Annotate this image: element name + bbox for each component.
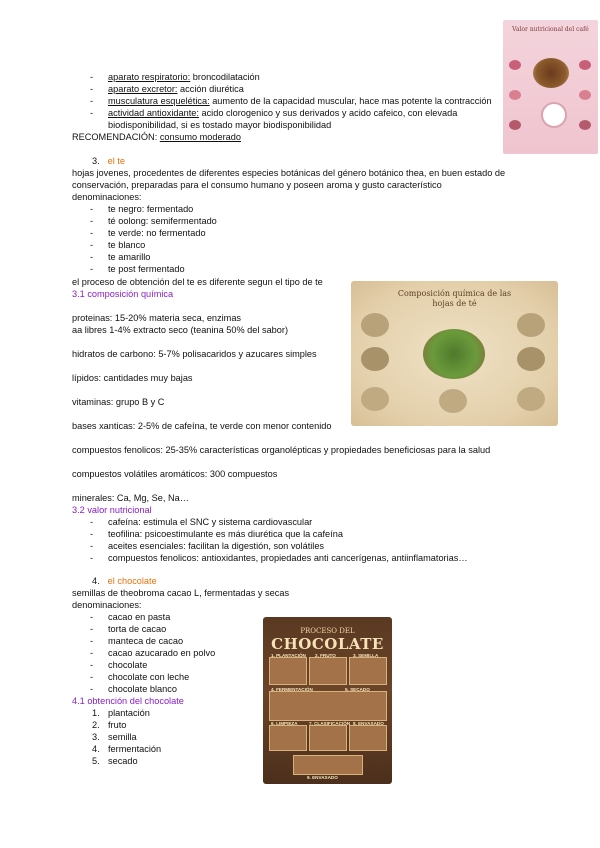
- composition-line: lípidos: cantidades muy bajas: [72, 373, 193, 383]
- recommendation-value: consumo moderado: [159, 132, 242, 142]
- list-dash: -: [90, 252, 94, 262]
- list-dash: -: [90, 517, 94, 527]
- process-panel: [309, 657, 347, 685]
- list-item: manteca de cacao: [108, 636, 184, 646]
- list-dash: -: [90, 541, 94, 551]
- list-item: te amarillo: [108, 252, 151, 262]
- list-item-label: aparato respiratorio:: [108, 72, 191, 82]
- section-heading: [92, 575, 157, 587]
- section-title: el te: [107, 156, 126, 166]
- list-item: [108, 83, 244, 95]
- step-number: 1.: [92, 708, 100, 718]
- image-title: Valor nutricional del café: [512, 26, 589, 33]
- list-dash: -: [90, 612, 94, 622]
- decor-dot: [579, 60, 591, 70]
- decor-dot: [517, 387, 545, 411]
- list-item: te negro: fermentado: [108, 204, 194, 214]
- process-panel: [309, 725, 347, 751]
- list-item: cacao en pasta: [108, 612, 171, 622]
- image-title-line: CHOCOLATE: [271, 635, 384, 653]
- process-panel: [293, 755, 363, 775]
- decor-dot: [517, 347, 545, 371]
- list-item: te verde: no fermentado: [108, 228, 206, 238]
- decor-dot: [509, 90, 521, 100]
- list-item: chocolate blanco: [108, 684, 177, 694]
- composition-line: hidratos de carbono: 5-7% polisacaridos y azucares simples: [72, 349, 317, 359]
- list-dash: -: [90, 96, 94, 106]
- list-item: chocolate con leche: [108, 672, 190, 682]
- step-label: fruto: [108, 720, 127, 730]
- list-dash: -: [90, 216, 94, 226]
- list-item: [108, 71, 260, 83]
- list-dash: -: [90, 228, 94, 238]
- process-label: 3. SEMILLA: [353, 653, 379, 658]
- list-item-continuation: biodisponibilidad, si es tostado mayor biodisponibilidad: [108, 120, 332, 130]
- section-number: 4.: [92, 576, 100, 586]
- list-item-text: broncodilatación: [190, 72, 260, 82]
- decor-dot: [361, 347, 389, 371]
- process-label: 2. FRUTO: [315, 653, 336, 658]
- coffee-beans-illustration: [533, 58, 569, 88]
- paragraph: el proceso de obtención del te es diferente segun el tipo de te: [72, 277, 323, 287]
- process-panel: [269, 657, 307, 685]
- list-item: cacao azucarado en polvo: [108, 648, 216, 658]
- composition-line: compuestos volátiles aromáticos: 300 compuestos: [72, 469, 278, 479]
- list-item-label: actividad antioxidante:: [108, 108, 199, 118]
- list-dash: -: [90, 672, 94, 682]
- composition-line: bases xanticas: 2-5% de cafeína, te verde con menor contenido: [72, 421, 332, 431]
- process-label: 5. SECADO: [345, 687, 370, 692]
- coffee-cup-illustration: [541, 102, 567, 128]
- composition-line: vitaminas: grupo B y C: [72, 397, 165, 407]
- list-dash: -: [90, 529, 94, 539]
- image-title-line: hojas de té: [432, 299, 477, 308]
- composition-line: minerales: Ca, Mg, Se, Na…: [72, 493, 189, 503]
- image-title: [351, 289, 558, 309]
- list-dash: -: [90, 553, 94, 563]
- list-item: te blanco: [108, 240, 146, 250]
- list-item-label: aparato excretor:: [108, 84, 178, 94]
- step-label: plantación: [108, 708, 150, 718]
- composition-line: proteinas: 15-20% materia seca, enzimas: [72, 313, 242, 323]
- list-dash: -: [90, 84, 94, 94]
- list-item: [108, 107, 457, 119]
- list-dash: -: [90, 204, 94, 214]
- list-item-label: musculatura esquelética:: [108, 96, 210, 106]
- step-number: 2.: [92, 720, 100, 730]
- paragraph: denominaciones:: [72, 192, 142, 202]
- process-label: 9. ENVASADO: [307, 775, 338, 780]
- image-title-line: Composición química de las: [397, 289, 512, 298]
- list-dash: -: [90, 648, 94, 658]
- subsection-title: 4.1 obtención del chocolate: [72, 696, 184, 706]
- list-item: te post fermentado: [108, 264, 185, 274]
- list-item: chocolate: [108, 660, 148, 670]
- paragraph: conservación, preparadas para el consumo humano y poseen aroma y gusto característico: [72, 180, 442, 190]
- coffee-nutrition-image: [503, 20, 598, 154]
- list-dash: -: [90, 624, 94, 634]
- composition-line: aa libres 1-4% extracto seco (teanina 50% del sabor): [72, 325, 289, 335]
- paragraph: denominaciones:: [72, 600, 142, 610]
- decor-dot: [579, 120, 591, 130]
- step-label: semilla: [108, 732, 137, 742]
- process-label: 8. ENVASADO: [353, 721, 384, 726]
- composition-line: compuestos fenolicos: 25-35% características organolépticas y propiedades beneficiosas para la salud: [72, 445, 491, 455]
- list-dash: -: [90, 636, 94, 646]
- list-dash: -: [90, 264, 94, 274]
- decor-dot: [579, 90, 591, 100]
- subsection-title: 3.2 valor nutricional: [72, 505, 152, 515]
- process-panel: [269, 725, 307, 751]
- list-item: teofilina: psicoestimulante es más diurética que la cafeína: [108, 529, 343, 539]
- image-title-line: PROCESO DEL: [300, 627, 355, 635]
- decor-dot: [509, 60, 521, 70]
- tea-composition-image: [351, 281, 558, 426]
- list-item-text: acción diurética: [177, 84, 244, 94]
- list-item: té oolong: semifermentado: [108, 216, 217, 226]
- process-label: 1. PLANTACIÓN: [271, 653, 306, 658]
- list-dash: -: [90, 72, 94, 82]
- process-label: 6. LIMPIEZA: [271, 721, 298, 726]
- tea-leaves-bowl-illustration: [423, 329, 485, 379]
- process-panel: [349, 725, 387, 751]
- section-number: 3.: [92, 156, 100, 166]
- step-number: 3.: [92, 732, 100, 742]
- process-panel: [349, 657, 387, 685]
- list-item: [108, 95, 492, 107]
- section-title: el chocolate: [107, 576, 157, 586]
- step-number: 5.: [92, 756, 100, 766]
- step-number: 4.: [92, 744, 100, 754]
- list-item: torta de cacao: [108, 624, 167, 634]
- list-item-text: acido clorogenico y sus derivados y acido cafeico, con elevada: [198, 108, 458, 118]
- list-item-text: aumento de la capacidad muscular, hace mas potente la contracción: [209, 96, 492, 106]
- decor-dot: [361, 313, 389, 337]
- subsection-title: 3.1 composición química: [72, 289, 174, 299]
- decor-dot: [509, 120, 521, 130]
- list-item: compuestos fenolicos: antioxidantes, propiedades anti cancerígenas, antiinflamatorias…: [108, 553, 468, 563]
- step-label: fermentación: [108, 744, 162, 754]
- recommendation-label: RECOMENDACIÓN:: [72, 132, 160, 142]
- list-dash: -: [90, 660, 94, 670]
- chocolate-process-image: [263, 617, 392, 784]
- section-heading: [92, 155, 125, 167]
- process-panel: [269, 691, 387, 721]
- decor-dot: [517, 313, 545, 337]
- list-dash: -: [90, 240, 94, 250]
- process-label: 4. FERMENTACIÓN: [271, 687, 313, 692]
- paragraph: hojas jovenes, procedentes de diferentes especies botánicas del género botánico thea, en buen estado de: [72, 168, 506, 178]
- step-label: secado: [108, 756, 138, 766]
- list-item: aceites esenciales: facilitan la digestión, son volátiles: [108, 541, 325, 551]
- process-label: 7. CLASIFICACIÓN: [309, 721, 351, 726]
- decor-dot: [439, 389, 467, 413]
- decor-dot: [361, 387, 389, 411]
- list-dash: -: [90, 108, 94, 118]
- recommendation: [72, 131, 241, 143]
- list-item: cafeína: estimula el SNC y sistema cardiovascular: [108, 517, 313, 527]
- list-dash: -: [90, 684, 94, 694]
- paragraph: semillas de theobroma cacao L, fermentadas y secas: [72, 588, 290, 598]
